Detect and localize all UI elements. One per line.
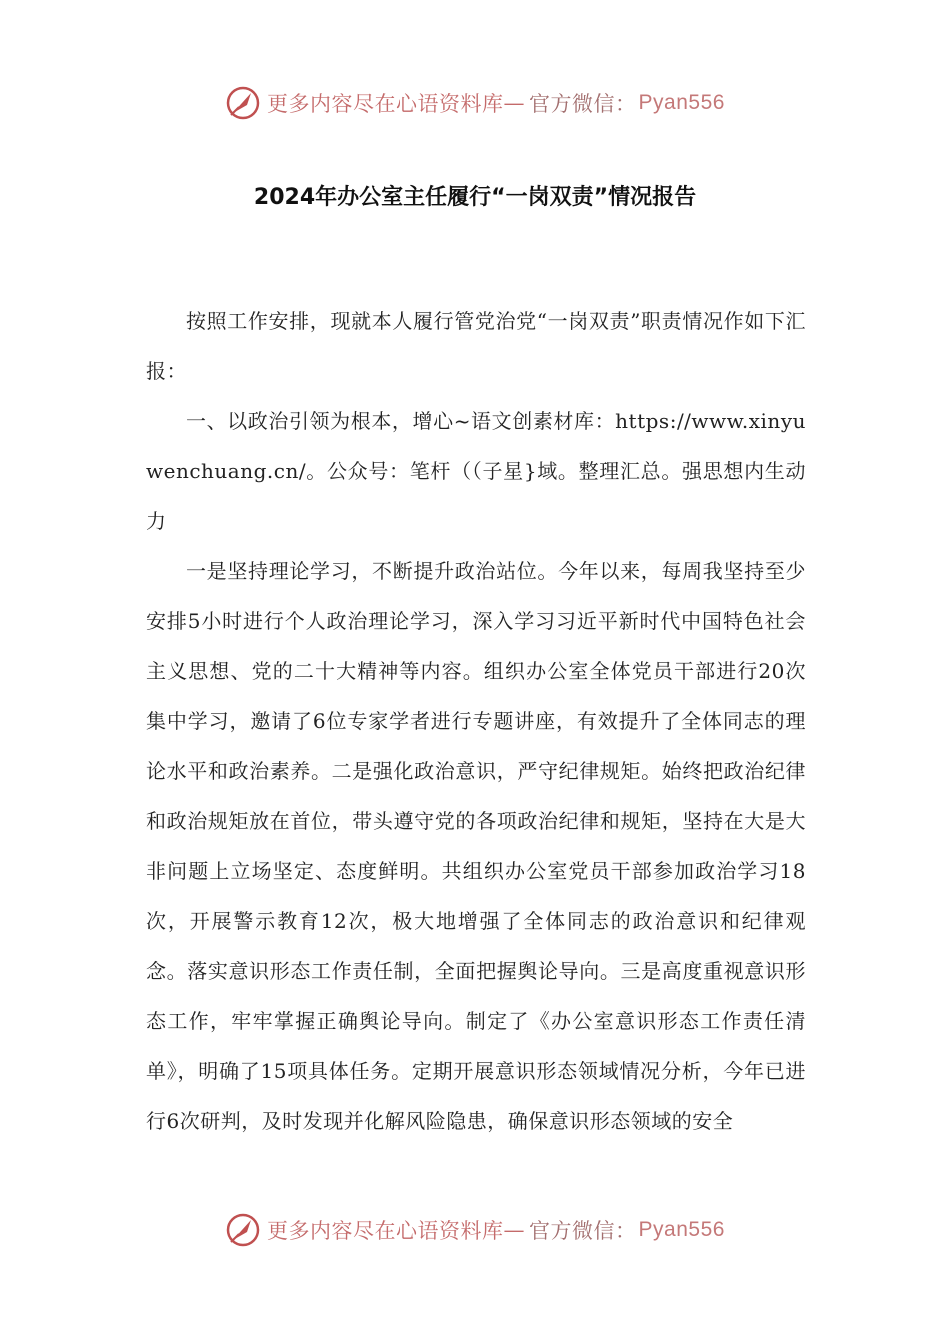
banner-main-text: 更多内容尽在心语资料库 (267, 92, 504, 116)
banner-main-text: 更多内容尽在心语资料库 (267, 1219, 504, 1243)
banner-wechat-id: Pyan556 (638, 1218, 725, 1241)
document-body (146, 296, 806, 1146)
footer-watermark-banner (0, 1208, 950, 1252)
document-title: 2024年办公室主任履行“一岗双责”情况报告 (253, 185, 697, 210)
banner-wechat-id: Pyan556 (638, 91, 725, 114)
quill-logo-icon (225, 1212, 261, 1248)
header-watermark-banner (0, 81, 950, 125)
paragraph-section-one-heading: 一、以政治引领为根本，增心~语文创素材库：https://www.xinyuwenchuang.cn/。公众号：笔杆（（子星}域。整理汇总。强思想内生动力 (146, 409, 806, 533)
quill-logo-icon (225, 85, 261, 121)
banner-dash: — (503, 91, 526, 115)
banner-dash: — (503, 1218, 526, 1242)
banner-official-label: 官方微信： (529, 1219, 637, 1243)
paragraph-intro: 按照工作安排，现就本人履行管党治党“一岗双责”职责情况作如下汇报： (146, 309, 806, 383)
paragraph-section-one-body: 一是坚持理论学习，不断提升政治站位。今年以来，每周我坚持至少安排5小时进行个人政治理论学习，深入学习习近平新时代中国特色社会主义思想、党的二十大精神等内容。组织办公室全体党员干部进行20次集中学习，邀请了6位专家学者进行专题讲座，有效提升了全体同志的理论水平和政治素养。二是强化政治意识，严守纪律规矩。始终把政治纪律和政治规矩放在首位，带头遵守党的各项政治纪律和规矩，坚持在大是大非问题上立场坚定、态度鲜明。共组织办公室党员干部参加政治学习18次，开展警示教育12次，极大地增强了全体同志的政治意识和纪律观念。落实意识形态工作责任制，全面把握舆论导向。三是高度重视意识形态工作，牢牢掌握正确舆论导向。制定了《办公室意识形态工作责任清单》，明确了15项具体任务。定期开展意识形态领域情况分析，今年已进行6次研判，及时发现并化解风险隐患，确保意识形态领域的安全 (146, 559, 806, 1133)
banner-official-label: 官方微信： (529, 92, 637, 116)
